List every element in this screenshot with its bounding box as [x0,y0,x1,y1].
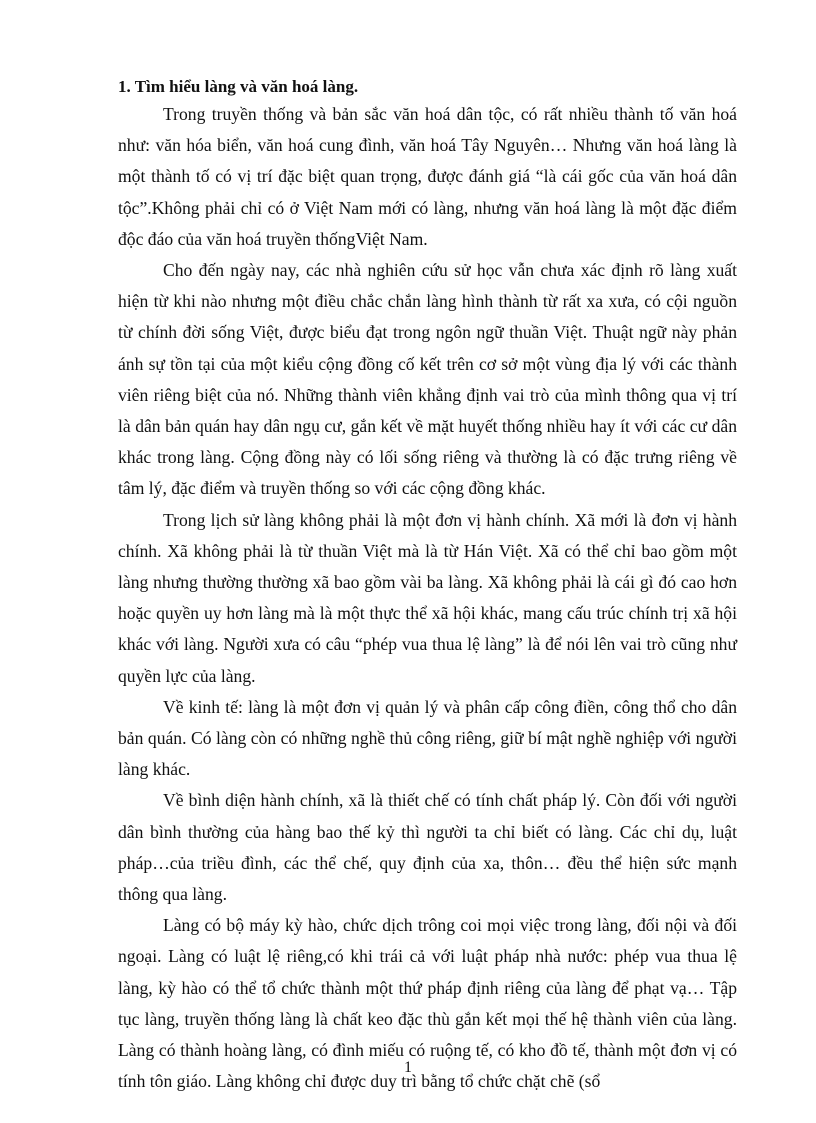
paragraph-legal: Về bình diện hành chính, xã là thiết chế có tính chất pháp lý. Còn đối với người dân bình thường của hàng bao thế kỷ thì người ta chỉ biết có làng. Các chỉ dụ, luật pháp…của triều đình, các thể chế, quy định của xa, thôn… đều thể hiện sức mạnh thông qua làng. [118,790,737,905]
paragraph-intro: Trong truyền thống và bản sắc văn hoá dân tộc, có rất nhiều thành tố văn hoá như: văn hóa biển, văn hoá cung đình, văn hoá Tây Nguyên… Nhưng văn hoá làng là một thành tố có vị trí đặc biệt quan trọng, được đánh giá “là cái gốc của văn hoá dân tộc”.Không phải chỉ có ở Việt Nam mới có làng, nhưng văn hoá làng là một đặc điểm độc đáo của văn hoá truyền thốngViệt Nam. [118,104,737,249]
paragraph-administration: Trong lịch sử làng không phải là một đơn vị hành chính. Xã mới là đơn vị hành chính. Xã không phải là từ thuần Việt mà là từ Hán Việt. Xã có thể chỉ bao gồm một làng nhưng thường thường xã bao gồm vài ba làng. Xã không phải là cái gì đó cao hơn hoặc quyền uy hơn làng mà là một thực thể xã hội khác, mang cấu trúc chính trị xã hội khác với làng. Người xưa có câu “phép vua thua lệ làng” là để nói lên vai trò cũng như quyền lực của làng. [118,509,737,686]
page-number: 1 [404,1059,412,1076]
section-heading: 1. Tìm hiểu làng và văn hoá làng. [118,77,359,96]
paragraph-origin: Cho đến ngày nay, các nhà nghiên cứu sử học vẫn chưa xác định rõ làng xuất hiện từ khi nào nhưng một điều chắc chắn làng hình thành từ rất xa xưa, có cội nguồn từ chính đời sống Việt, được biểu đạt trong ngôn ngữ thuần Việt. Thuật ngữ này phản ánh sự tồn tại của một kiểu cộng đồng cố kết trên cơ sở một vùng địa lý với các thành viên riêng biệt của nó. Những thành viên khẳng định vai trò của mình thông qua vị trí là dân bản quán hay dân ngụ cư, gắn kết về mặt huyết thống nhiều hay ít với các cư dân khác trong làng. Cộng đồng này có lối sống riêng và thường là có đặc trưng riêng về tâm lý, đặc điểm và truyền thống so với các cộng đồng khác. [118,260,737,499]
paragraph-governance: Làng có bộ máy kỳ hào, chức dịch trông coi mọi việc trong làng, đối nội và đối ngoại. Làng có luật lệ riêng,có khi trái cả với luật pháp nhà nước: phép vua thua lệ làng, kỳ hào có thể tổ chức thành một thứ pháp định riêng của làng để phạt vạ… Tập tục làng, truyền thống làng là chất keo đặc thù gắn kết mọi thế hệ thành viên của làng. Làng có thành hoàng làng, có đình miếu có ruộng tế, có kho đồ tế, thành một đơn vị có tính tôn giáo. Làng không chỉ được duy trì bằng tổ chức chặt chẽ (sổ [118,915,737,1092]
page-content [118,76,737,1098]
paragraph-economy: Về kinh tế: làng là một đơn vị quản lý và phân cấp công điền, công thổ cho dân bản quán. Có làng còn có những nghề thủ công riêng, giữ bí mật nghề nghiệp với người làng khác. [118,696,737,780]
